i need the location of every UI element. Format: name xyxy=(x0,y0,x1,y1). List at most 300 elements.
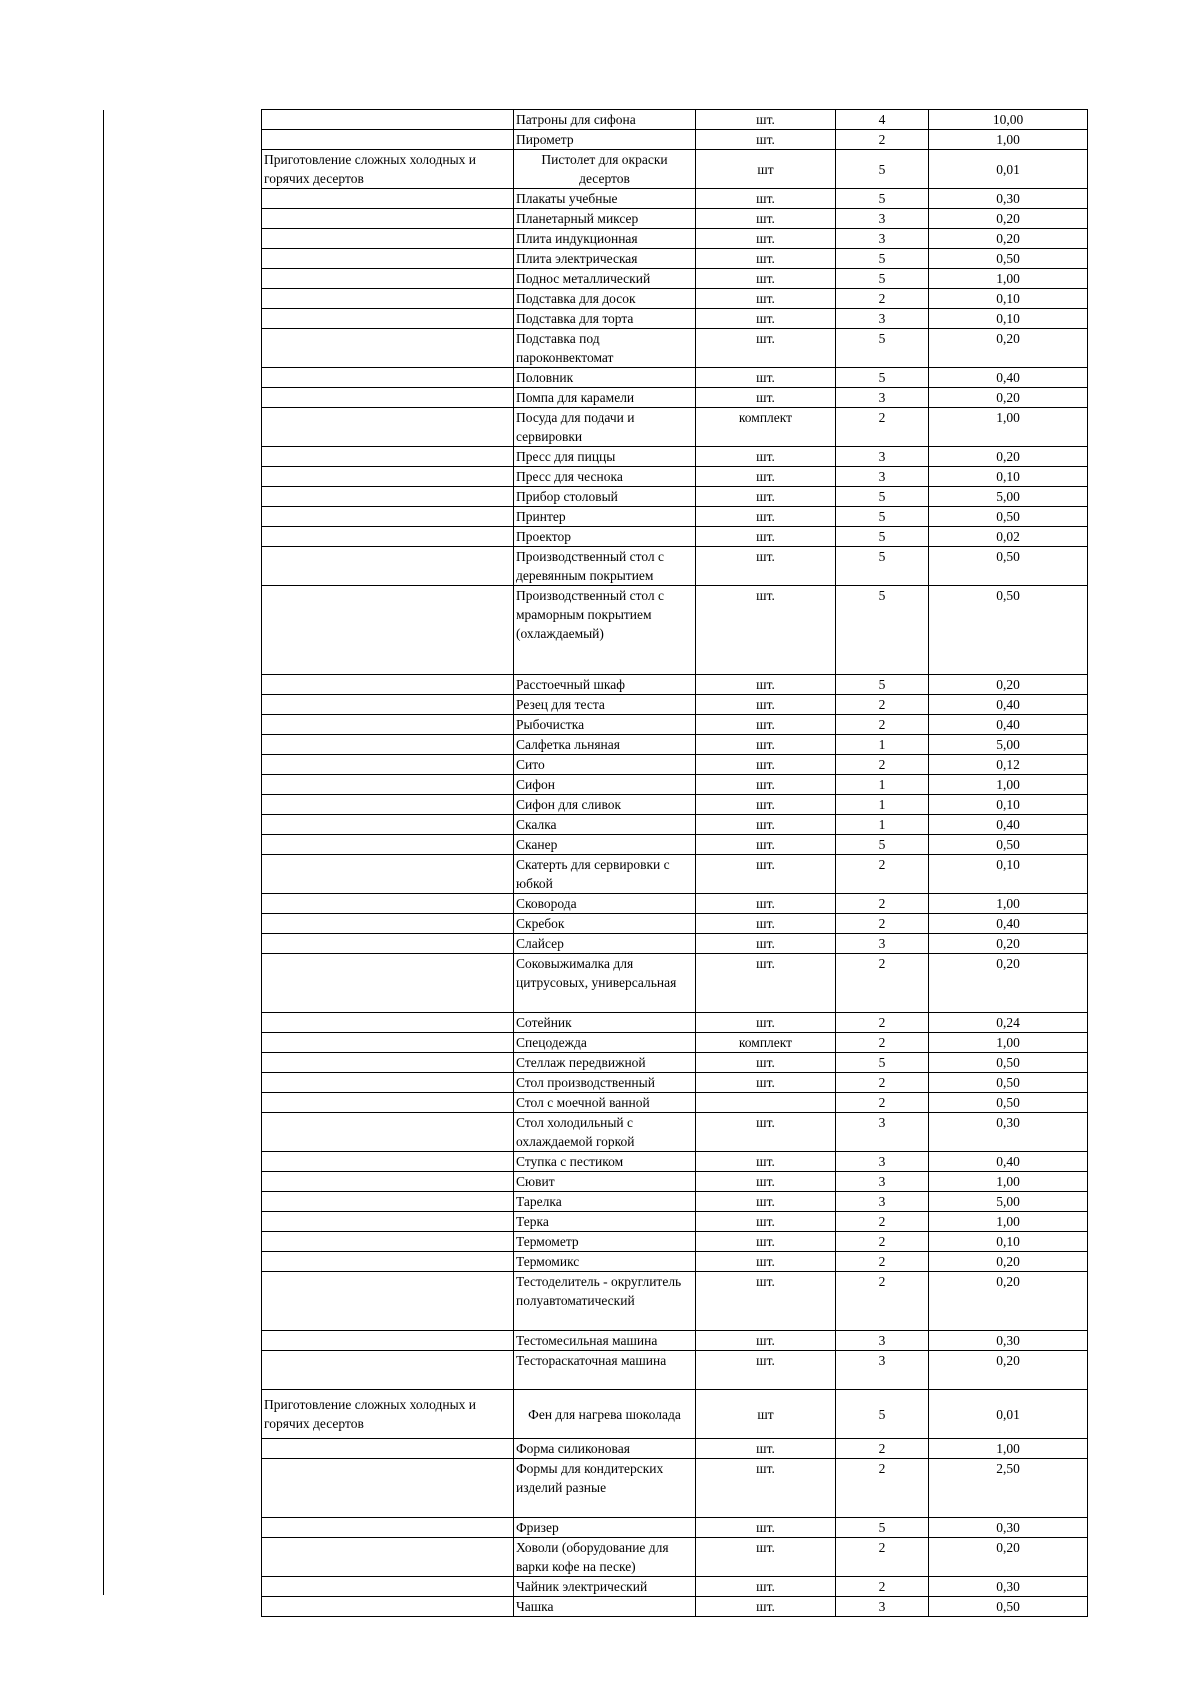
section-cell xyxy=(262,835,514,855)
value-cell: 0,40 xyxy=(929,695,1088,715)
quantity-cell: 5 xyxy=(836,249,929,269)
section-cell: Приготовление сложных холодных и горячих десертов xyxy=(262,150,514,189)
unit-cell: шт. xyxy=(696,329,836,368)
value-cell: 0,02 xyxy=(929,527,1088,547)
quantity-cell: 5 xyxy=(836,329,929,368)
quantity-cell: 5 xyxy=(836,269,929,289)
unit-cell: шт. xyxy=(696,289,836,309)
quantity-cell: 3 xyxy=(836,1172,929,1192)
quantity-cell: 3 xyxy=(836,447,929,467)
item-name: Сито xyxy=(514,755,696,775)
unit-cell: шт. xyxy=(696,914,836,934)
unit-cell: шт. xyxy=(696,388,836,408)
table-row xyxy=(262,1192,1088,1212)
value-cell: 0,20 xyxy=(929,388,1088,408)
quantity-cell: 5 xyxy=(836,189,929,209)
item-name: Сканер xyxy=(514,835,696,855)
section-cell xyxy=(262,1212,514,1232)
item-name: Стол с моечной ванной xyxy=(514,1093,696,1113)
item-name: Расстоечный шкаф xyxy=(514,675,696,695)
section-cell xyxy=(262,467,514,487)
value-cell: 2,50 xyxy=(929,1459,1088,1518)
table-row xyxy=(262,755,1088,775)
unit-cell: шт. xyxy=(696,1252,836,1272)
unit-cell: шт. xyxy=(696,249,836,269)
section-cell xyxy=(262,1013,514,1033)
quantity-cell: 5 xyxy=(836,368,929,388)
quantity-cell: 3 xyxy=(836,388,929,408)
quantity-cell: 2 xyxy=(836,1538,929,1577)
item-name: Тестораскаточная машина xyxy=(514,1351,696,1390)
equipment-table-body xyxy=(262,110,1088,1617)
item-name: Сковорода xyxy=(514,894,696,914)
unit-cell: шт. xyxy=(696,954,836,1013)
table-row xyxy=(262,1252,1088,1272)
value-cell: 1,00 xyxy=(929,130,1088,150)
section-cell: Приготовление сложных холодных и горячих десертов xyxy=(262,1390,514,1439)
value-cell: 0,50 xyxy=(929,586,1088,675)
section-cell xyxy=(262,775,514,795)
value-cell: 0,50 xyxy=(929,249,1088,269)
section-cell xyxy=(262,586,514,675)
unit-cell: шт. xyxy=(696,894,836,914)
section-cell xyxy=(262,1597,514,1617)
unit-cell: шт xyxy=(696,1390,836,1439)
table-row xyxy=(262,586,1088,675)
quantity-cell: 3 xyxy=(836,229,929,249)
table-row xyxy=(262,447,1088,467)
unit-cell: шт. xyxy=(696,1351,836,1390)
unit-cell: шт. xyxy=(696,934,836,954)
section-cell xyxy=(262,795,514,815)
value-cell: 0,01 xyxy=(929,150,1088,189)
table-row xyxy=(262,1053,1088,1073)
value-cell: 0,40 xyxy=(929,815,1088,835)
quantity-cell: 5 xyxy=(836,835,929,855)
section-cell xyxy=(262,855,514,894)
quantity-cell: 3 xyxy=(836,1351,929,1390)
quantity-cell: 4 xyxy=(836,110,929,130)
section-cell xyxy=(262,130,514,150)
quantity-cell: 1 xyxy=(836,775,929,795)
unit-cell: шт. xyxy=(696,675,836,695)
table-row xyxy=(262,507,1088,527)
unit-cell: шт. xyxy=(696,507,836,527)
quantity-cell: 3 xyxy=(836,1113,929,1152)
table-row xyxy=(262,527,1088,547)
section-cell xyxy=(262,1351,514,1390)
item-name: Пресс для чеснока xyxy=(514,467,696,487)
table-row xyxy=(262,954,1088,1013)
unit-cell: шт. xyxy=(696,189,836,209)
value-cell: 1,00 xyxy=(929,1172,1088,1192)
item-name: Пистолет для окраски десертов xyxy=(514,150,696,189)
item-name: Поднос металлический xyxy=(514,269,696,289)
table-row xyxy=(262,1113,1088,1152)
quantity-cell: 2 xyxy=(836,130,929,150)
item-name: Слайсер xyxy=(514,934,696,954)
section-cell xyxy=(262,695,514,715)
value-cell: 5,00 xyxy=(929,487,1088,507)
table-row xyxy=(262,547,1088,586)
quantity-cell: 2 xyxy=(836,1073,929,1093)
quantity-cell: 5 xyxy=(836,1390,929,1439)
table-row xyxy=(262,189,1088,209)
item-name: Подставка под пароконвектомат xyxy=(514,329,696,368)
unit-cell: шт. xyxy=(696,1577,836,1597)
unit-cell: шт. xyxy=(696,1152,836,1172)
section-cell xyxy=(262,1053,514,1073)
quantity-cell: 2 xyxy=(836,1232,929,1252)
unit-cell: шт. xyxy=(696,586,836,675)
quantity-cell: 3 xyxy=(836,1597,929,1617)
table-row xyxy=(262,150,1088,189)
quantity-cell: 2 xyxy=(836,1252,929,1272)
quantity-cell: 2 xyxy=(836,1459,929,1518)
item-name: Пресс для пиццы xyxy=(514,447,696,467)
value-cell: 0,30 xyxy=(929,189,1088,209)
item-name: Рыбочистка xyxy=(514,715,696,735)
value-cell: 0,30 xyxy=(929,1518,1088,1538)
section-cell xyxy=(262,487,514,507)
section-cell xyxy=(262,368,514,388)
unit-cell: шт. xyxy=(696,1013,836,1033)
quantity-cell: 2 xyxy=(836,1212,929,1232)
section-cell xyxy=(262,1113,514,1152)
table-row xyxy=(262,1518,1088,1538)
item-name: Прибор столовый xyxy=(514,487,696,507)
item-name: Производственный стол с деревянным покрытием xyxy=(514,547,696,586)
unit-cell: шт. xyxy=(696,855,836,894)
section-cell xyxy=(262,1538,514,1577)
table-row xyxy=(262,715,1088,735)
table-row xyxy=(262,1033,1088,1053)
unit-cell: шт. xyxy=(696,1459,836,1518)
table-row xyxy=(262,1351,1088,1390)
value-cell: 0,10 xyxy=(929,467,1088,487)
unit-cell: шт. xyxy=(696,755,836,775)
value-cell: 0,20 xyxy=(929,934,1088,954)
table-row xyxy=(262,1459,1088,1518)
quantity-cell: 5 xyxy=(836,527,929,547)
item-name: Пирометр xyxy=(514,130,696,150)
unit-cell: шт. xyxy=(696,229,836,249)
table-row xyxy=(262,894,1088,914)
value-cell: 0,30 xyxy=(929,1331,1088,1351)
quantity-cell: 1 xyxy=(836,795,929,815)
item-name: Проектор xyxy=(514,527,696,547)
quantity-cell: 3 xyxy=(836,1331,929,1351)
section-cell xyxy=(262,1439,514,1459)
table-row xyxy=(262,855,1088,894)
value-cell: 0,01 xyxy=(929,1390,1088,1439)
item-name: Скалка xyxy=(514,815,696,835)
unit-cell: шт. xyxy=(696,110,836,130)
table-row xyxy=(262,1232,1088,1252)
value-cell: 0,50 xyxy=(929,835,1088,855)
unit-cell: шт. xyxy=(696,1597,836,1617)
item-name: Сювит xyxy=(514,1172,696,1192)
value-cell: 0,20 xyxy=(929,229,1088,249)
quantity-cell: 1 xyxy=(836,815,929,835)
quantity-cell: 2 xyxy=(836,914,929,934)
section-cell xyxy=(262,715,514,735)
section-cell xyxy=(262,110,514,130)
unit-cell: шт. xyxy=(696,835,836,855)
table-row xyxy=(262,209,1088,229)
section-cell xyxy=(262,815,514,835)
item-name: Производственный стол с мраморным покрытием (охлаждаемый) xyxy=(514,586,696,675)
item-name: Термометр xyxy=(514,1232,696,1252)
section-cell xyxy=(262,269,514,289)
item-name: Плакаты учебные xyxy=(514,189,696,209)
quantity-cell: 2 xyxy=(836,954,929,1013)
value-cell: 0,10 xyxy=(929,309,1088,329)
value-cell: 5,00 xyxy=(929,735,1088,755)
table-row xyxy=(262,329,1088,368)
item-name: Тарелка xyxy=(514,1192,696,1212)
section-cell xyxy=(262,289,514,309)
quantity-cell: 5 xyxy=(836,1053,929,1073)
quantity-cell: 5 xyxy=(836,487,929,507)
item-name: Сифон для сливок xyxy=(514,795,696,815)
item-name: Стол холодильный с охлаждаемой горкой xyxy=(514,1113,696,1152)
item-name: Помпа для карамели xyxy=(514,388,696,408)
unit-cell: шт. xyxy=(696,467,836,487)
table-row xyxy=(262,695,1088,715)
value-cell: 0,50 xyxy=(929,547,1088,586)
value-cell: 0,24 xyxy=(929,1013,1088,1033)
item-name: Скребок xyxy=(514,914,696,934)
value-cell: 1,00 xyxy=(929,408,1088,447)
value-cell: 0,40 xyxy=(929,1152,1088,1172)
section-cell xyxy=(262,755,514,775)
value-cell: 0,20 xyxy=(929,447,1088,467)
item-name: Чайник электрический xyxy=(514,1577,696,1597)
item-name: Чашка xyxy=(514,1597,696,1617)
table-row xyxy=(262,289,1088,309)
quantity-cell: 5 xyxy=(836,675,929,695)
item-name: Фризер xyxy=(514,1518,696,1538)
section-cell xyxy=(262,914,514,934)
quantity-cell: 2 xyxy=(836,1033,929,1053)
section-cell xyxy=(262,408,514,447)
quantity-cell: 2 xyxy=(836,715,929,735)
quantity-cell: 3 xyxy=(836,934,929,954)
value-cell: 0,20 xyxy=(929,209,1088,229)
value-cell: 1,00 xyxy=(929,269,1088,289)
item-name: Фен для нагрева шоколада xyxy=(514,1390,696,1439)
item-name: Сифон xyxy=(514,775,696,795)
table-row xyxy=(262,229,1088,249)
quantity-cell: 2 xyxy=(836,408,929,447)
item-name: Спецодежда xyxy=(514,1033,696,1053)
item-name: Стол производственный xyxy=(514,1073,696,1093)
section-cell xyxy=(262,1192,514,1212)
unit-cell: шт. xyxy=(696,309,836,329)
section-cell xyxy=(262,249,514,269)
value-cell: 0,40 xyxy=(929,914,1088,934)
value-cell: 0,12 xyxy=(929,755,1088,775)
table-row xyxy=(262,388,1088,408)
quantity-cell: 1 xyxy=(836,735,929,755)
unit-cell: шт. xyxy=(696,547,836,586)
quantity-cell: 2 xyxy=(836,1577,929,1597)
value-cell: 0,20 xyxy=(929,1272,1088,1331)
section-cell xyxy=(262,507,514,527)
unit-cell xyxy=(696,1093,836,1113)
value-cell: 0,40 xyxy=(929,715,1088,735)
quantity-cell: 2 xyxy=(836,1439,929,1459)
section-cell xyxy=(262,1577,514,1597)
item-name: Ступка с пестиком xyxy=(514,1152,696,1172)
value-cell: 0,20 xyxy=(929,329,1088,368)
value-cell: 1,00 xyxy=(929,1212,1088,1232)
section-cell xyxy=(262,1073,514,1093)
value-cell: 0,40 xyxy=(929,368,1088,388)
table-row xyxy=(262,735,1088,755)
value-cell: 0,10 xyxy=(929,795,1088,815)
unit-cell: комплект xyxy=(696,408,836,447)
quantity-cell: 2 xyxy=(836,855,929,894)
unit-cell: шт. xyxy=(696,487,836,507)
value-cell: 0,20 xyxy=(929,1252,1088,1272)
value-cell: 0,20 xyxy=(929,1538,1088,1577)
section-cell xyxy=(262,547,514,586)
unit-cell: шт. xyxy=(696,1331,836,1351)
page-margin-line xyxy=(103,110,104,1595)
unit-cell: шт. xyxy=(696,1192,836,1212)
value-cell: 0,20 xyxy=(929,1351,1088,1390)
table-row xyxy=(262,815,1088,835)
quantity-cell: 2 xyxy=(836,1093,929,1113)
unit-cell: шт. xyxy=(696,1272,836,1331)
quantity-cell: 5 xyxy=(836,150,929,189)
table-row xyxy=(262,467,1088,487)
unit-cell: шт. xyxy=(696,795,836,815)
table-row xyxy=(262,835,1088,855)
item-name: Планетарный миксер xyxy=(514,209,696,229)
section-cell xyxy=(262,447,514,467)
unit-cell: шт. xyxy=(696,1232,836,1252)
item-name: Соковыжималка для цитрусовых, универсальная xyxy=(514,954,696,1013)
table-row xyxy=(262,487,1088,507)
section-cell xyxy=(262,735,514,755)
section-cell xyxy=(262,189,514,209)
section-cell xyxy=(262,209,514,229)
value-cell: 0,50 xyxy=(929,1073,1088,1093)
section-cell xyxy=(262,1518,514,1538)
quantity-cell: 3 xyxy=(836,1192,929,1212)
section-cell xyxy=(262,1331,514,1351)
section-cell xyxy=(262,229,514,249)
item-name: Формы для кондитерских изделий разные xyxy=(514,1459,696,1518)
table-row xyxy=(262,1272,1088,1331)
table-row xyxy=(262,408,1088,447)
table-row xyxy=(262,110,1088,130)
value-cell: 1,00 xyxy=(929,894,1088,914)
value-cell: 0,10 xyxy=(929,1232,1088,1252)
table-row xyxy=(262,1013,1088,1033)
value-cell: 0,50 xyxy=(929,1597,1088,1617)
item-name: Подставка для досок xyxy=(514,289,696,309)
unit-cell: шт. xyxy=(696,1053,836,1073)
table-row xyxy=(262,675,1088,695)
quantity-cell: 2 xyxy=(836,695,929,715)
value-cell: 0,50 xyxy=(929,507,1088,527)
item-name: Сотейник xyxy=(514,1013,696,1033)
unit-cell: шт. xyxy=(696,695,836,715)
value-cell: 1,00 xyxy=(929,775,1088,795)
section-cell xyxy=(262,675,514,695)
unit-cell: шт. xyxy=(696,269,836,289)
quantity-cell: 3 xyxy=(836,467,929,487)
item-name: Ховоли (оборудование для варки кофе на песке) xyxy=(514,1538,696,1577)
equipment-table xyxy=(261,109,1088,1617)
unit-cell: шт xyxy=(696,150,836,189)
table-row xyxy=(262,249,1088,269)
unit-cell: шт. xyxy=(696,368,836,388)
section-cell xyxy=(262,1272,514,1331)
unit-cell: шт. xyxy=(696,1113,836,1152)
quantity-cell: 2 xyxy=(836,894,929,914)
item-name: Скатерть для сервировки с юбкой xyxy=(514,855,696,894)
unit-cell: шт. xyxy=(696,1518,836,1538)
table-row xyxy=(262,914,1088,934)
value-cell: 5,00 xyxy=(929,1192,1088,1212)
quantity-cell: 2 xyxy=(836,755,929,775)
table-row xyxy=(262,934,1088,954)
section-cell xyxy=(262,1033,514,1053)
item-name: Салфетка льняная xyxy=(514,735,696,755)
unit-cell: шт. xyxy=(696,209,836,229)
item-name: Резец для теста xyxy=(514,695,696,715)
quantity-cell: 5 xyxy=(836,586,929,675)
unit-cell: шт. xyxy=(696,527,836,547)
item-name: Принтер xyxy=(514,507,696,527)
section-cell xyxy=(262,329,514,368)
item-name: Терка xyxy=(514,1212,696,1232)
table-row xyxy=(262,1073,1088,1093)
unit-cell: шт. xyxy=(696,1172,836,1192)
table-row xyxy=(262,775,1088,795)
table-row xyxy=(262,309,1088,329)
section-cell xyxy=(262,388,514,408)
quantity-cell: 5 xyxy=(836,547,929,586)
unit-cell: шт. xyxy=(696,1073,836,1093)
value-cell: 0,30 xyxy=(929,1577,1088,1597)
section-cell xyxy=(262,309,514,329)
section-cell xyxy=(262,954,514,1013)
table-row xyxy=(262,1331,1088,1351)
section-cell xyxy=(262,1252,514,1272)
unit-cell: шт. xyxy=(696,715,836,735)
item-name: Стеллаж передвижной xyxy=(514,1053,696,1073)
item-name: Термомикс xyxy=(514,1252,696,1272)
section-cell xyxy=(262,1459,514,1518)
unit-cell: шт. xyxy=(696,447,836,467)
unit-cell: шт. xyxy=(696,1538,836,1577)
item-name: Подставка для торта xyxy=(514,309,696,329)
value-cell: 0,20 xyxy=(929,954,1088,1013)
quantity-cell: 3 xyxy=(836,209,929,229)
item-name: Плита индукционная xyxy=(514,229,696,249)
value-cell: 1,00 xyxy=(929,1033,1088,1053)
quantity-cell: 2 xyxy=(836,289,929,309)
table-row xyxy=(262,1439,1088,1459)
value-cell: 0,50 xyxy=(929,1093,1088,1113)
section-cell xyxy=(262,1152,514,1172)
